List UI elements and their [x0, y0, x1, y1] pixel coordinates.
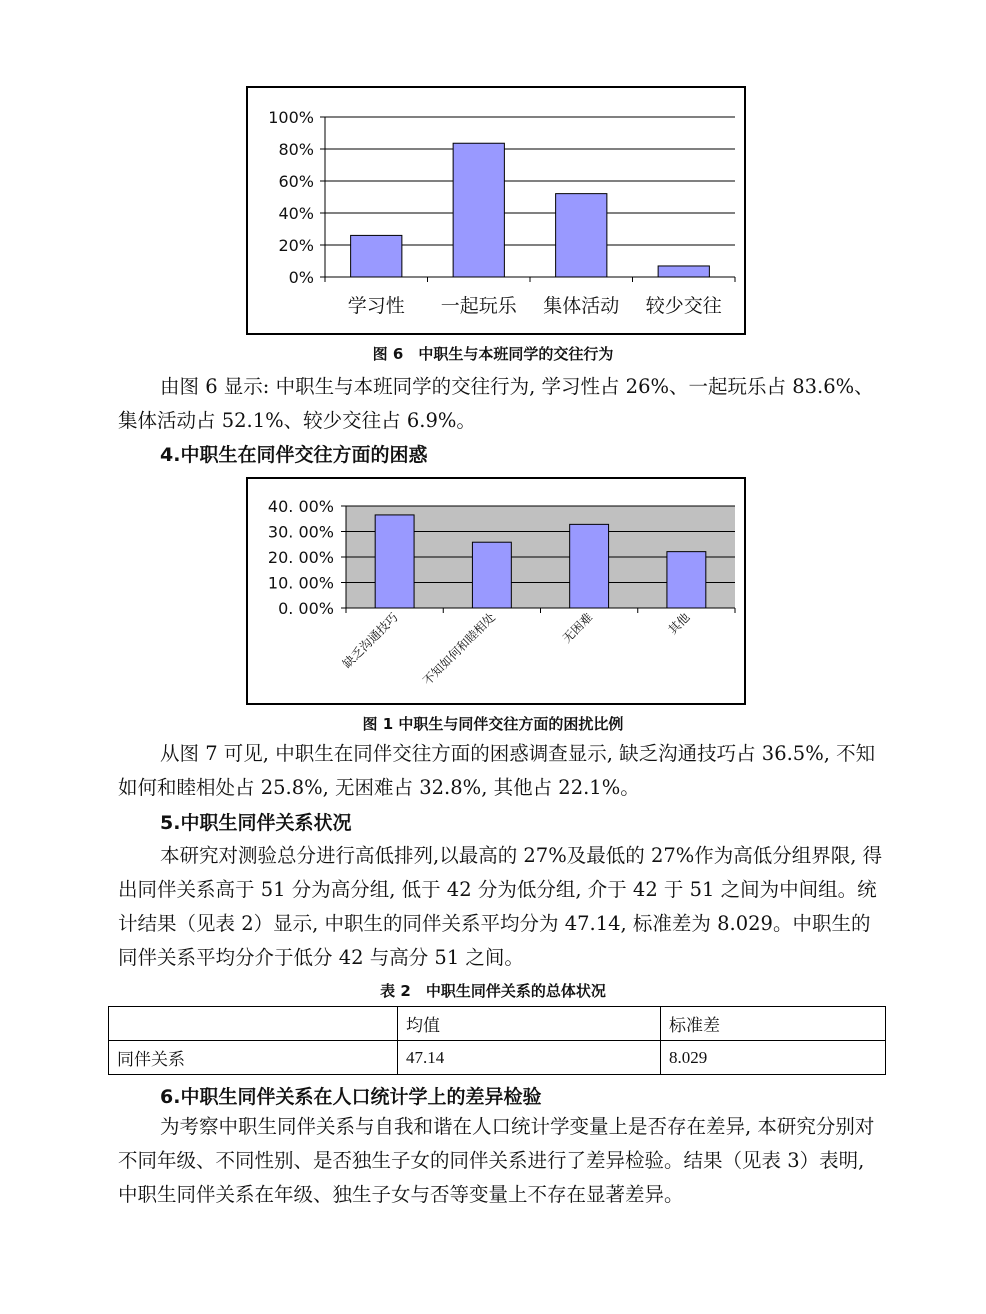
bar	[472, 542, 511, 608]
bar	[667, 552, 706, 608]
x-tick-label: 较少交往	[645, 295, 722, 317]
y-tick-label: 40%	[278, 204, 314, 223]
chart-1-frame	[246, 86, 746, 335]
chart-1	[248, 88, 744, 333]
x-tick-label: 学习性	[347, 295, 405, 317]
y-tick-label: 0%	[288, 268, 314, 287]
y-tick-label: 30. 00%	[267, 522, 334, 542]
x-tick-label: 集体活动	[543, 295, 620, 317]
x-tick-label: 缺乏沟通技巧	[339, 610, 401, 672]
chart-1-caption: 图 6 中职生与本班同学的交往行为	[372, 345, 614, 363]
table-header-row	[109, 1007, 886, 1041]
table-caption: 表 2 中职生同伴关系的总体状况	[380, 982, 606, 1000]
table-cell-mean: 47.14	[398, 1041, 661, 1075]
table-header-cell	[109, 1007, 398, 1041]
table-header-cell: 标准差	[661, 1007, 886, 1041]
y-tick-label: 40. 00%	[267, 497, 334, 516]
table-header-cell: 均值	[398, 1007, 661, 1041]
table-row	[109, 1041, 886, 1075]
heading-4: 4.中职生在同伴交往方面的困惑	[160, 444, 428, 466]
bar	[658, 266, 709, 277]
x-tick-label: 不知如何和睦相处	[420, 610, 498, 689]
y-tick-label: 60%	[278, 172, 314, 191]
y-tick-label: 0. 00%	[278, 599, 334, 618]
chart-2-caption: 图 1 中职生与同伴交往方面的困扰比例	[362, 715, 624, 733]
paragraph-2: 从图 7 可见, 中职生在同伴交往方面的困惑调查显示, 缺乏沟通技巧占 36.5%, 不知如何和睦相处占 25.8%, 无困难占 32.8%, 其他占 22.1%。	[118, 742, 876, 799]
bar	[453, 143, 504, 277]
y-tick-label: 10. 00%	[267, 573, 334, 593]
bar	[570, 524, 609, 608]
x-tick-label: 一起玩乐	[440, 295, 517, 317]
y-tick-label: 80%	[278, 140, 314, 159]
x-tick-label: 其他	[665, 610, 693, 638]
table-row-label: 同伴关系	[109, 1041, 398, 1075]
paragraph-1: 由图 6 显示: 中职生与本班同学的交往行为, 学习性占 26%、一起玩乐占 83.6%、集体活动占 52.1%、较少交往占 6.9%。	[118, 375, 874, 432]
chart-2	[248, 479, 744, 703]
paragraph-4: 为考察中职生同伴关系与自我和谐在人口统计学变量上是否存在差异, 本研究分别对不同年级、不同性别、是否独生子女的同伴关系进行了差异检验。结果（见表 3）表明, 中职生同伴关系在年级、独生子女与否等变量上不存在显著差异。	[118, 1115, 875, 1206]
y-tick-label: 100%	[268, 108, 314, 127]
bar	[375, 515, 414, 608]
table-cell-sd: 8.029	[661, 1041, 886, 1075]
x-tick-label: 无困难	[559, 610, 596, 646]
chart-2-frame	[246, 477, 746, 705]
heading-6: 6.中职生同伴关系在人口统计学上的差异检验	[160, 1086, 542, 1108]
y-tick-label: 20%	[278, 236, 314, 255]
stats-table	[108, 1006, 886, 1075]
paragraph-3: 本研究对测验总分进行高低排列,以最高的 27%及最低的 27%作为高低分组界限, 得出同伴关系高于 51 分为高分组, 低于 42 分为低分组, 介于 42 于 51 之间为中间组。统计结果（见表 2）显示, 中职生的同伴关系平均分为 47.14, 标准差为 8.029。中职生的同伴关系平均分介于低分 42 与高分 51 之间。	[118, 844, 883, 969]
heading-5: 5.中职生同伴关系状况	[160, 812, 352, 834]
y-tick-label: 20. 00%	[267, 548, 334, 567]
bar	[556, 194, 607, 277]
bar	[351, 235, 402, 277]
